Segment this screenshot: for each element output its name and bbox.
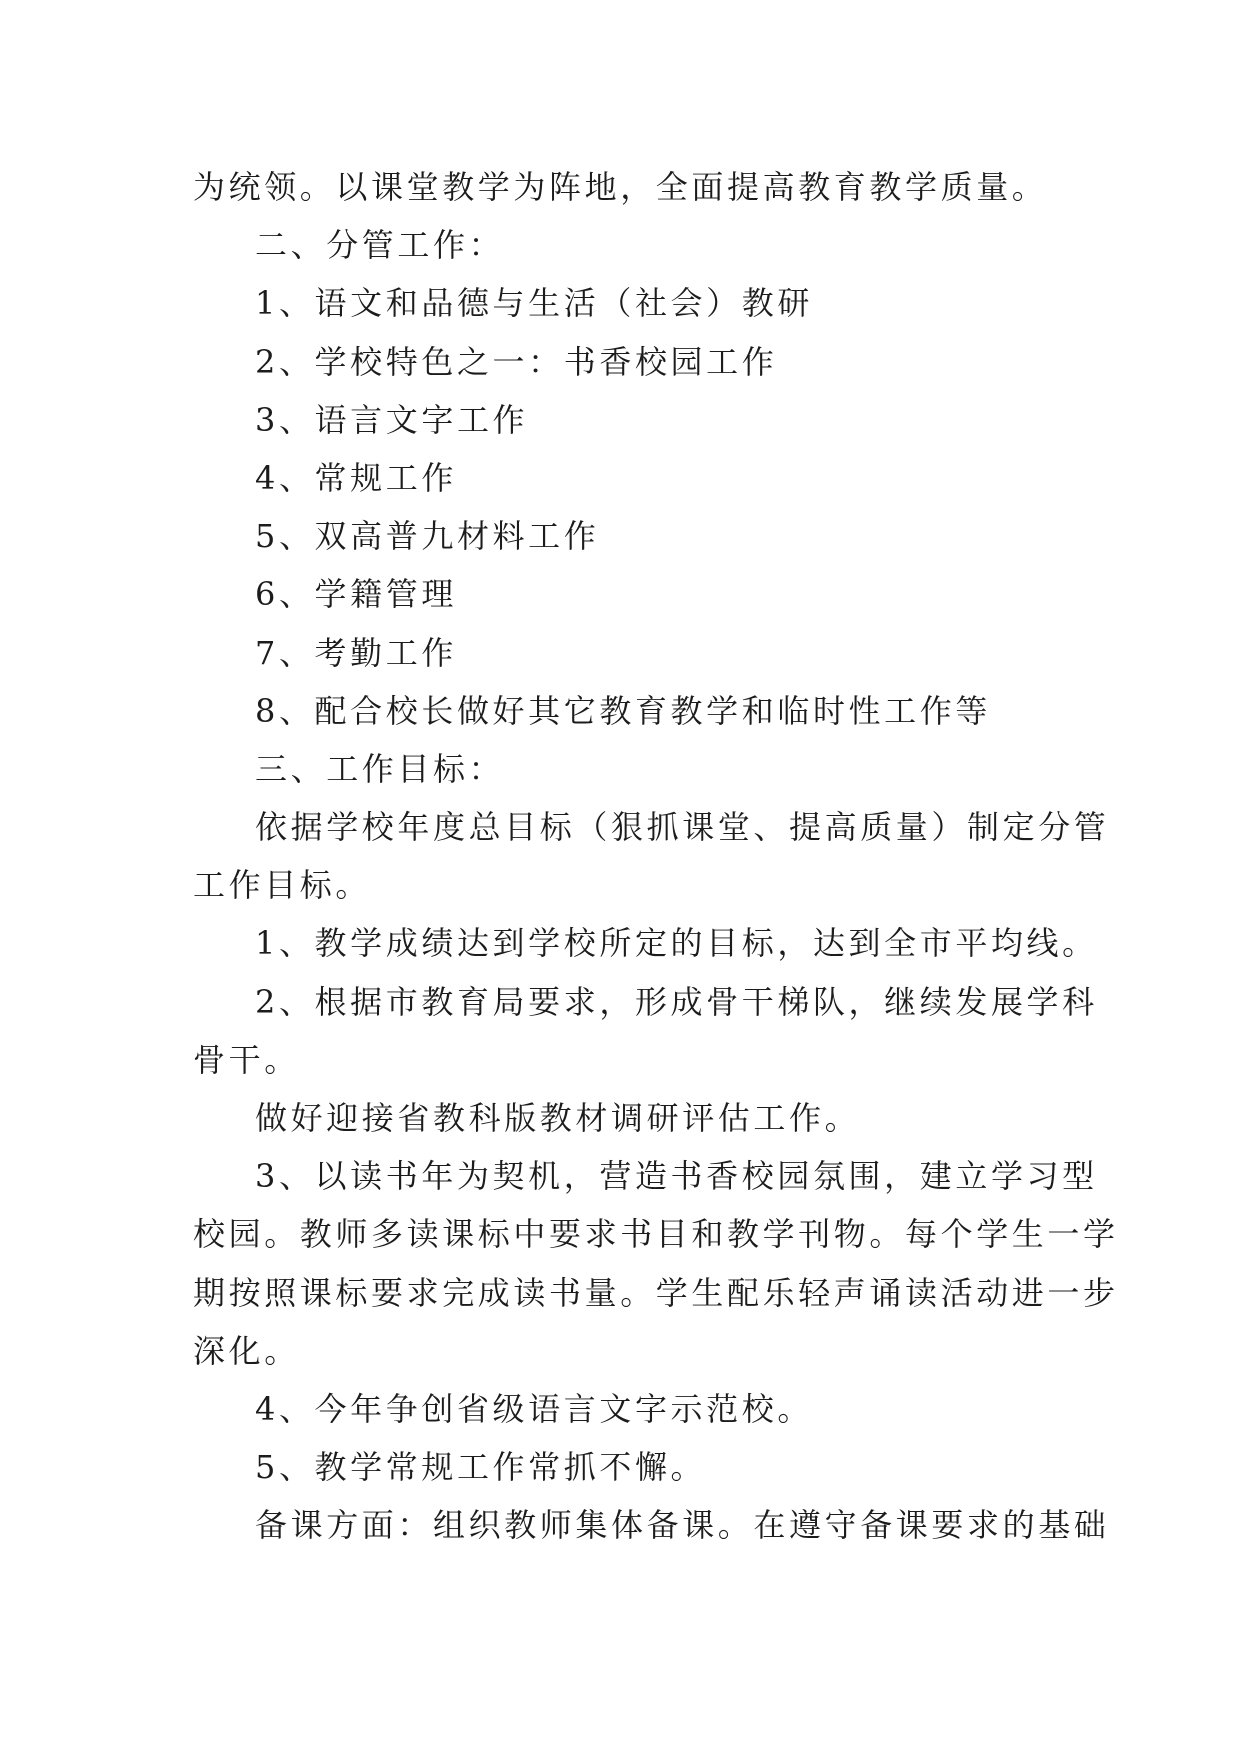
- paragraph-line: 期按照课标要求完成读书量。学生配乐轻声诵读活动进一步: [193, 1273, 1119, 1312]
- goal-item: 4、今年争创省级语言文字示范校。: [255, 1389, 813, 1428]
- list-item: 5、双高普九材料工作: [255, 517, 600, 556]
- paragraph-line: 校园。教师多读课标中要求书目和教学刊物。每个学生一学: [193, 1215, 1119, 1254]
- paragraph-line: 工作目标。: [193, 866, 372, 905]
- list-item: 7、考勤工作: [255, 633, 457, 672]
- list-item: 6、学籍管理: [255, 575, 457, 614]
- list-item: 4、常规工作: [255, 458, 457, 497]
- list-item: 3、语言文字工作: [255, 400, 529, 439]
- section-heading-work-goals: 三、工作目标：: [255, 749, 505, 788]
- paragraph-line: 骨干。: [193, 1040, 300, 1079]
- paragraph-line: 做好迎接省教科版教材调研评估工作。: [255, 1099, 861, 1137]
- list-item: 2、学校特色之一：书香校园工作: [255, 342, 778, 381]
- goal-item: 3、以读书年为契机，营造书香校园氛围，建立学习型: [255, 1157, 1098, 1196]
- section-heading-division-of-work: 二、分管工作：: [255, 226, 505, 265]
- list-item: 1、语文和品德与生活（社会）教研: [255, 284, 813, 323]
- goal-item: 5、教学常规工作常抓不懈。: [255, 1448, 707, 1487]
- document-body: [193, 158, 1119, 1555]
- list-item: 8、配合校长做好其它教育教学和临时性工作等: [255, 691, 991, 730]
- goal-item: 1、教学成绩达到学校所定的目标，达到全市平均线。: [255, 924, 1098, 963]
- text-line: 为统领。以课堂教学为阵地，全面提高教育教学质量。: [193, 168, 1048, 206]
- paragraph-line: 依据学校年度总目标（狠抓课堂、提高质量）制定分管: [255, 808, 1110, 847]
- paragraph-line: 备课方面：组织教师集体备课。在遵守备课要求的基础: [255, 1506, 1110, 1545]
- goal-item: 2、根据市教育局要求，形成骨干梯队，继续发展学科: [255, 982, 1098, 1021]
- paragraph-line: 深化。: [193, 1331, 300, 1370]
